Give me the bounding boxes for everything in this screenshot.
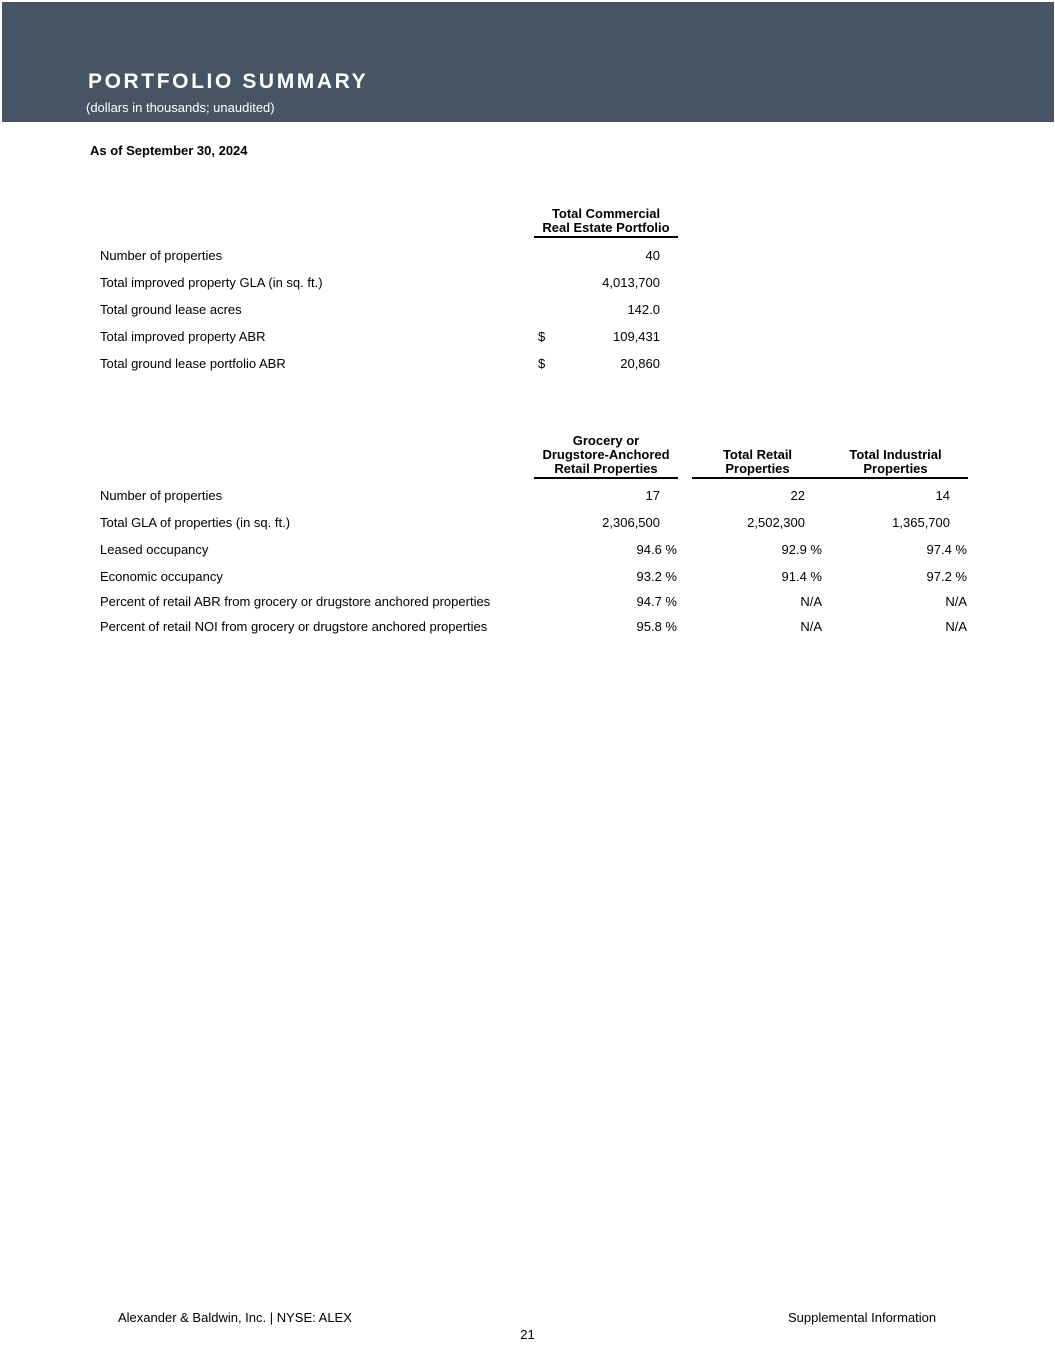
header-line3: Retail Properties <box>554 461 658 476</box>
page-title: PORTFOLIO SUMMARY <box>88 70 369 93</box>
table1-header-line2: Real Estate Portfolio <box>542 220 670 235</box>
row-label: Economic occupancy <box>100 569 223 584</box>
currency-symbol: $ <box>538 329 546 344</box>
header-line2: Properties <box>863 461 928 476</box>
footer-document-type: Supplemental Information <box>788 1310 937 1325</box>
row-value: 109,431 <box>613 329 660 344</box>
retail-value: 91.4 % <box>781 569 822 584</box>
industrial-value: 14 <box>935 488 950 503</box>
row-label: Total ground lease acres <box>100 302 242 317</box>
header-line2: Drugstore-Anchored <box>542 447 670 462</box>
industrial-value: 97.2 % <box>926 569 967 584</box>
header-line1: Total Industrial <box>849 447 942 462</box>
header-line1: Total Retail <box>722 447 793 462</box>
row-label: Percent of retail ABR from grocery or drugstore anchored properties <box>100 594 491 609</box>
row-label: Leased occupancy <box>100 542 209 557</box>
industrial-value: 97.4 % <box>926 542 967 557</box>
table1-header-line1: Total Commercial <box>551 206 661 221</box>
grocery-value: 94.7 % <box>636 594 677 609</box>
page-number: 21 <box>520 1327 535 1342</box>
page-subtitle: (dollars in thousands; unaudited) <box>86 100 275 115</box>
grocery-value: 17 <box>645 488 660 503</box>
grocery-value: 93.2 % <box>636 569 677 584</box>
row-label: Total ground lease portfolio ABR <box>100 356 286 371</box>
grocery-value: 2,306,500 <box>602 515 660 530</box>
footer-company: Alexander & Baldwin, Inc. | NYSE: ALEX <box>118 1310 352 1325</box>
row-label: Total GLA of properties (in sq. ft.) <box>100 515 291 530</box>
industrial-value: N/A <box>945 619 967 634</box>
retail-value: N/A <box>800 594 822 609</box>
table2-column-header-retail <box>692 448 823 479</box>
row-value: 142.0 <box>627 302 660 317</box>
row-label: Total improved property ABR <box>100 329 266 344</box>
row-value: 20,860 <box>620 356 660 371</box>
row-label: Percent of retail NOI from grocery or drugstore anchored properties <box>100 619 488 634</box>
grocery-value: 94.6 % <box>636 542 677 557</box>
header-line1: Grocery or <box>572 433 640 448</box>
table2-column-header-grocery <box>534 434 678 479</box>
retail-value: 2,502,300 <box>747 515 805 530</box>
as-of-date: As of September 30, 2024 <box>90 143 248 158</box>
row-label: Number of properties <box>100 248 223 263</box>
table2-column-header-industrial <box>823 448 968 479</box>
table1-column-header <box>534 207 678 238</box>
row-value: 4,013,700 <box>602 275 660 290</box>
industrial-value: 1,365,700 <box>892 515 950 530</box>
row-label: Total improved property GLA (in sq. ft.) <box>100 275 323 290</box>
row-label: Number of properties <box>100 488 223 503</box>
header-line2: Properties <box>725 461 790 476</box>
row-value: 40 <box>645 248 660 263</box>
industrial-value: N/A <box>945 594 967 609</box>
retail-value: 92.9 % <box>781 542 822 557</box>
currency-symbol: $ <box>538 356 546 371</box>
retail-value: N/A <box>800 619 822 634</box>
grocery-value: 95.8 % <box>636 619 677 634</box>
retail-value: 22 <box>790 488 805 503</box>
